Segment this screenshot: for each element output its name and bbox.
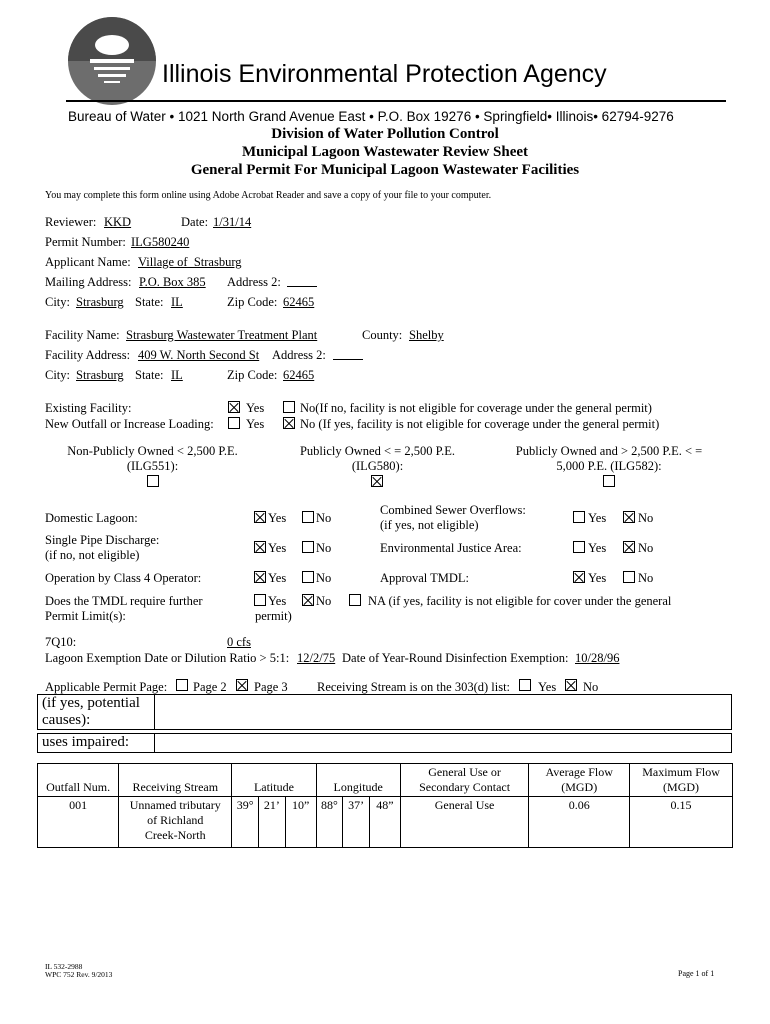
existing-facility-label: Existing Facility: [45, 401, 132, 415]
facility-zip-value[interactable]: 62465 [283, 368, 315, 382]
class4-yes-checkbox[interactable] [254, 571, 266, 583]
tmdl-na-checkbox[interactable] [349, 594, 361, 606]
q710-label: 7Q10: [45, 635, 77, 649]
lagoon-exemption-value[interactable]: 12/2/75 [297, 651, 336, 665]
outfall-num-cell[interactable]: 001 [38, 797, 119, 848]
facility-state-label: State: [135, 368, 164, 382]
single-pipe-note: (if no, not eligible) [45, 548, 140, 562]
page2-label: Page 2 [193, 680, 227, 694]
new-outfall-no-checkbox[interactable] [283, 417, 295, 429]
lat-minutes-cell[interactable]: 21’ [259, 797, 286, 848]
general-use-header: General Use or Secondary Contact [400, 764, 529, 797]
page3-label: Page 3 [254, 680, 288, 694]
sheet-title: Municipal Lagoon Wastewater Review Sheet [241, 144, 529, 160]
average-flow-header: Average Flow (MGD) [529, 764, 630, 797]
facility-zip-label: Zip Code: [227, 368, 278, 382]
division-title: Division of Water Pollution Control [271, 126, 499, 142]
uses-label: uses impaired: [38, 734, 155, 752]
facility-state-value[interactable]: IL [171, 368, 183, 382]
lat-seconds-cell[interactable]: 10” [285, 797, 316, 848]
facility-address-value[interactable]: 409 W. North Second St [138, 348, 260, 362]
domestic-no-checkbox[interactable] [302, 511, 314, 523]
domestic-yes-checkbox[interactable] [254, 511, 266, 523]
cso-no-checkbox[interactable] [623, 511, 635, 523]
permit-number-value[interactable]: ILG580240 [131, 235, 190, 249]
applicant-city-label: City: [45, 295, 71, 309]
causes-label: (if yes, potential causes): [38, 695, 155, 729]
general-use-cell[interactable]: General Use [400, 797, 529, 848]
facility-address2-field[interactable] [333, 349, 363, 360]
header-rule [66, 100, 726, 102]
lat-degrees-cell[interactable]: 39° [232, 797, 259, 848]
lon-degrees-cell[interactable]: 88° [316, 797, 343, 848]
class4-yes-label: Yes [268, 571, 287, 585]
mailing-address-label: Mailing Address: [45, 275, 132, 289]
ej-no-label: No [638, 541, 654, 555]
disinfection-value[interactable]: 10/28/96 [575, 651, 620, 665]
ej-yes-checkbox[interactable] [573, 541, 585, 553]
new-outfall-yes-checkbox[interactable] [228, 417, 240, 429]
new-outfall-yes-label: Yes [246, 417, 265, 431]
facility-name-label: Facility Name: [45, 328, 120, 342]
applicant-name-label: Applicant Name: [45, 255, 131, 269]
tmdl-limit-label-2: Permit Limit(s): [45, 609, 126, 623]
outfall-num-header: Outfall Num. [38, 764, 119, 797]
tmdl-permit-word: permit) [255, 609, 292, 623]
lon-minutes-cell[interactable]: 37’ [343, 797, 370, 848]
single-pipe-yes-label: Yes [268, 541, 287, 555]
non-public-label: Non-Publicly Owned < 2,500 P.E. [67, 444, 238, 458]
tmdl-limit-yes-label: Yes [268, 594, 287, 608]
receiving-stream-cell[interactable]: Unnamed tributary of Richland Creek-North [119, 797, 232, 848]
applicant-state-label: State: [135, 295, 164, 309]
permit-title: General Permit For Municipal Lagoon Wastewater Facilities [190, 162, 580, 178]
uses-box [37, 733, 732, 753]
lon-seconds-cell[interactable]: 48” [370, 797, 401, 848]
ej-no-checkbox[interactable] [623, 541, 635, 553]
instructions: You may complete this form online using Adobe Acrobat Reader and save a copy of your file to your computer. [45, 190, 492, 201]
mailing-address-value[interactable]: P.O. Box 385 [139, 275, 206, 289]
q710-value[interactable]: 0 cfs [227, 635, 251, 649]
applicant-name-value[interactable]: Village of Strasburg [138, 255, 242, 269]
single-pipe-no-label: No [316, 541, 332, 555]
applicant-zip-value[interactable]: 62465 [283, 295, 315, 309]
footer-form-id: IL 532-2988 [45, 962, 83, 971]
non-public-checkbox[interactable] [147, 475, 159, 487]
lagoon-exemption-label: Lagoon Exemption Date or Dilution Ratio > 5:1: [45, 651, 290, 665]
domestic-lagoon-label: Domestic Lagoon: [45, 511, 138, 525]
outfall-table [37, 763, 733, 848]
footer-revision: WPC 752 Rev. 9/2013 [45, 970, 113, 979]
public-small-code: (ILG580): [351, 459, 404, 473]
facility-address2-label: Address 2: [272, 348, 326, 362]
footer-page: Page 1 of 1 [678, 969, 715, 978]
stream-303d-yes-checkbox[interactable] [519, 679, 531, 691]
non-public-code: (ILG551): [126, 459, 179, 473]
public-large-label: Publicly Owned and > 2,500 P.E. < = [515, 444, 703, 458]
existing-no-label: No(If no, facility is not eligible for coverage under the general permit) [300, 401, 652, 415]
public-small-checkbox[interactable] [371, 475, 383, 487]
disinfection-label: Date of Year-Round Disinfection Exemption: [342, 651, 569, 665]
public-small-label: Publicly Owned < = 2,500 P.E. [299, 444, 456, 458]
tmdl-limit-no-checkbox[interactable] [302, 594, 314, 606]
applicant-state-value[interactable]: IL [171, 295, 183, 309]
date-label: Date: [181, 215, 209, 229]
existing-yes-checkbox[interactable] [228, 401, 240, 413]
applicable-page-label: Applicable Permit Page: [45, 680, 168, 694]
county-label: County: [362, 328, 403, 342]
new-outfall-no-label: No (If yes, facility is not eligible for coverage under the general permit) [300, 417, 660, 431]
approval-tmdl-yes-checkbox[interactable] [573, 571, 585, 583]
single-pipe-label: Single Pipe Discharge: [45, 533, 160, 547]
county-value[interactable]: Shelby [409, 328, 444, 342]
tmdl-limit-yes-checkbox[interactable] [254, 594, 266, 606]
stream-303d-no-checkbox[interactable] [565, 679, 577, 691]
new-outfall-label: New Outfall or Increase Loading: [45, 417, 214, 431]
class4-no-checkbox[interactable] [302, 571, 314, 583]
cso-yes-checkbox[interactable] [573, 511, 585, 523]
outfall-header-row [38, 764, 733, 797]
page2-checkbox[interactable] [176, 679, 188, 691]
page3-checkbox[interactable] [236, 679, 248, 691]
agency-address: Bureau of Water • 1021 North Grand Avenue East • P.O. Box 19276 • Springfield• Illinois• 62794-9276 [68, 109, 674, 124]
maximum-flow-header: Maximum Flow (MGD) [630, 764, 733, 797]
date-value[interactable]: 1/31/14 [213, 215, 252, 229]
cso-yes-label: Yes [588, 511, 607, 525]
class4-no-label: No [316, 571, 332, 585]
receiving-stream-header: Receiving Stream [119, 764, 232, 797]
applicant-address2-label: Address 2: [227, 275, 281, 289]
facility-city-label: City: [45, 368, 71, 382]
public-large-checkbox[interactable] [603, 475, 615, 487]
class4-label: Operation by Class 4 Operator: [45, 571, 202, 585]
table-row [38, 797, 733, 848]
applicant-address2-field[interactable] [287, 276, 317, 287]
single-pipe-yes-checkbox[interactable] [254, 541, 266, 553]
cso-note: (if yes, not eligible) [380, 518, 479, 532]
applicant-zip-label: Zip Code: [227, 295, 278, 309]
ej-yes-label: Yes [588, 541, 607, 555]
approval-tmdl-label: Approval TMDL: [380, 571, 469, 585]
facility-address-label: Facility Address: [45, 348, 131, 362]
uses-field[interactable] [156, 734, 731, 752]
average-flow-cell[interactable]: 0.06 [529, 797, 630, 848]
domestic-no-label: No [316, 511, 332, 525]
approval-tmdl-no-label: No [638, 571, 654, 585]
ej-label: Environmental Justice Area: [380, 541, 522, 555]
iepa-logo-icon [66, 15, 158, 107]
approval-tmdl-no-checkbox[interactable] [623, 571, 635, 583]
existing-yes-label: Yes [246, 401, 265, 415]
tmdl-na-label: NA (if yes, facility is not eligible for cover under the general [368, 594, 672, 608]
public-large-code: 5,000 P.E. (ILG582): [556, 459, 662, 473]
cso-no-label: No [638, 511, 654, 525]
existing-no-checkbox[interactable] [283, 401, 295, 413]
causes-box [37, 694, 732, 730]
causes-field[interactable] [156, 695, 731, 729]
facility-name-value[interactable]: Strasburg Wastewater Treatment Plant [126, 328, 318, 342]
domestic-yes-label: Yes [268, 511, 287, 525]
stream-303d-no-label: No [583, 680, 599, 694]
facility-city-value[interactable]: Strasburg [76, 368, 124, 382]
stream-303d-yes-label: Yes [538, 680, 557, 694]
applicant-city-value[interactable]: Strasburg [76, 295, 124, 309]
longitude-header: Longitude [316, 764, 400, 797]
tmdl-limit-label: Does the TMDL require further [45, 594, 203, 608]
maximum-flow-cell[interactable]: 0.15 [630, 797, 733, 848]
agency-title: Illinois Environmental Protection Agency [162, 60, 607, 88]
tmdl-limit-no-label: No [316, 594, 332, 608]
single-pipe-no-checkbox[interactable] [302, 541, 314, 553]
reviewer-label: Reviewer: [45, 215, 97, 229]
permit-number-label: Permit Number: [45, 235, 126, 249]
reviewer-value[interactable]: KKD [104, 215, 132, 229]
stream-303d-label: Receiving Stream is on the 303(d) list: [317, 680, 511, 694]
latitude-header: Latitude [232, 764, 316, 797]
approval-tmdl-yes-label: Yes [588, 571, 607, 585]
cso-label: Combined Sewer Overflows: [380, 503, 526, 517]
